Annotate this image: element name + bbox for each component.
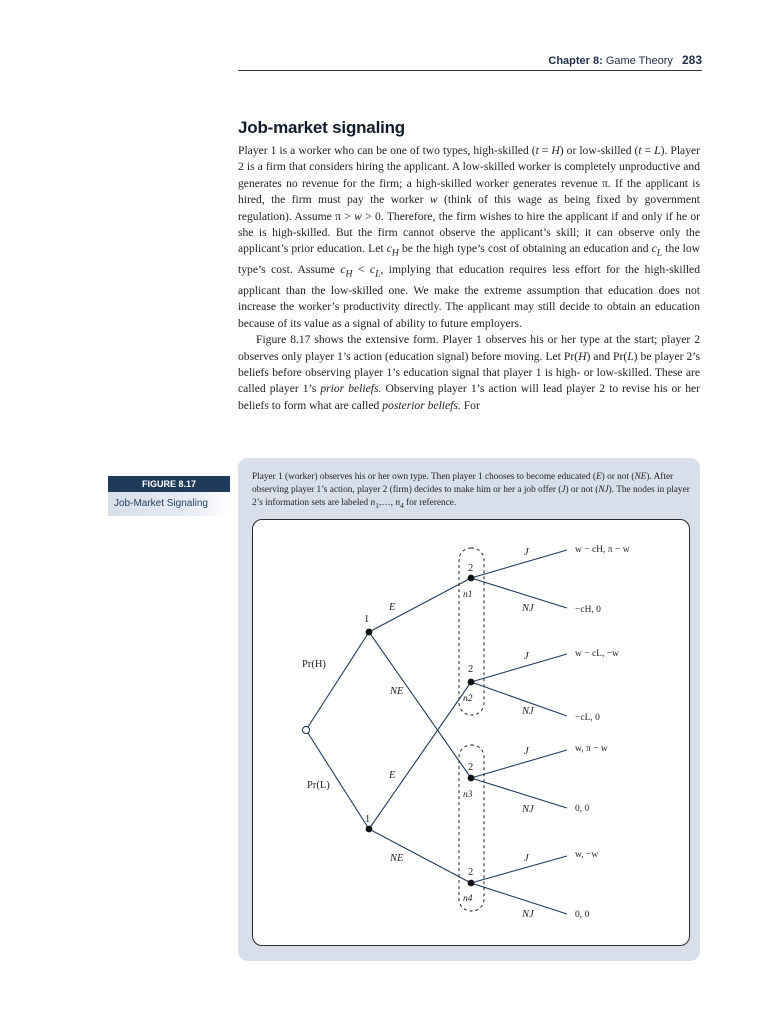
prior-high-label: Pr(H) [302, 659, 326, 670]
prior-low-label: Pr(L) [307, 780, 330, 791]
node-label-n3: n3 [463, 790, 473, 800]
action-label-n3-j: J [524, 746, 529, 757]
node-label-n4: n4 [463, 894, 473, 904]
player2-node-n1 [468, 575, 475, 582]
edge-nature-high [306, 632, 369, 730]
edge-n2-job [471, 654, 567, 682]
edge-low-no-educate [369, 829, 474, 883]
figure-name: Job-Market Signaling [108, 492, 230, 516]
player1-label-high: 1 [364, 614, 370, 625]
payoff-n2-j: w − cL, −w [575, 649, 619, 659]
player2-node-n4 [468, 880, 475, 887]
player1-node-high [366, 629, 373, 636]
figure-caption: Player 1 (worker) observes his or her own type. Then player 1 chooses to become educated (E) or not (NE). After observing player 1’s action, player 2 (firm) decides to make him or her a job offer (J) or not (NJ). The nodes in player 2’s information sets are labeled $n_1,\dots$, $n_4$ for reference. [252, 472, 690, 511]
player2-label-n2: 2 [468, 664, 474, 675]
edge-n2-no-job [471, 682, 567, 716]
player2-label-n4: 2 [468, 867, 474, 878]
page-number: 283 [681, 53, 702, 67]
figure-number: FIGURE 8.17 [108, 476, 230, 492]
payoff-n3-nj: 0, 0 [575, 804, 590, 814]
payoff-n3-j: w, π − w [575, 744, 608, 754]
payoff-n4-j: w, −w [575, 850, 599, 860]
chapter-title: Game Theory [605, 55, 673, 67]
action-label-n1-j: J [524, 547, 529, 558]
player2-label-n3: 2 [468, 762, 474, 773]
player2-node-n2 [468, 679, 475, 686]
edge-n4-no-job [471, 883, 567, 914]
action-label-n4-j: J [524, 853, 529, 864]
player1-node-low [366, 826, 373, 833]
node-label-n1: n1 [463, 590, 473, 600]
edge-n1-no-job [471, 578, 567, 608]
section-title: Job-market signaling [238, 118, 405, 137]
action-label-high-e: E [389, 602, 396, 613]
payoff-n1-j: w − cH, π − w [575, 545, 630, 555]
edge-n3-no-job [471, 778, 567, 808]
paragraph-1: Player 1 is a worker who can be one of two types, high-skilled (t = H) or low-skilled (t = L). Player 2 is a firm that considers hiring the applicant. A low-skilled worker is completely unproductive and generates no revenue for the firm; a high-skilled worker generates revenue π. If the applicant is hired, the firm must pay the worker w (think of this wage as being fixed by government regulation). Assume π > w > 0. Therefore, the firm wishes to hire the applicant if and only if he or she is high-skilled. But the firm cannot observe the applicant’s skill; it can observe only the applicant’s prior education. Let $c_H$ be the high type’s cost of obtaining an education and $c_L$ the low type’s cost. Assume $c_H < c_L$, implying that education requires less effort for the high-skilled applicant than the low-skilled one. We make the extreme assumption that education does not increase the worker’s productivity directly. The applicant may still decide to obtain an education because of its value as a signal of ability to future employers. [238, 144, 701, 330]
action-label-n1-nj: NJ [522, 603, 534, 614]
player2-label-n1: 2 [468, 563, 474, 574]
edge-high-educate [369, 578, 471, 632]
paragraph-2: Figure 8.17 shows the extensive form. Player 1 observes his or her type at the start; player 2 observes only player 1’s action (education signal) before moving. Let Pr(H) and Pr(L) be player 2’s beliefs before observing player 1’s education signal that player 1 is high- or low-skilled. These are called player 1’s prior beliefs. Observing player 1’s action will lead player 2 to revise his or her beliefs to form what are called posterior beliefs. For [238, 333, 701, 412]
edge-n1-job [471, 550, 567, 578]
action-label-n2-j: J [524, 651, 529, 662]
action-label-n2-nj: NJ [522, 706, 534, 717]
payoff-n4-nj: 0, 0 [575, 910, 590, 920]
nature-node [302, 726, 309, 733]
payoff-n1-nj: −cH, 0 [575, 605, 601, 615]
chapter-label: Chapter 8: [548, 55, 603, 67]
action-label-n4-nj: NJ [522, 909, 534, 920]
action-label-n3-nj: NJ [522, 804, 534, 815]
player2-node-n3 [468, 775, 475, 782]
action-label-high-ne: NE [390, 686, 404, 697]
action-label-low-e: E [389, 770, 396, 781]
action-label-low-ne: NE [390, 853, 404, 864]
edge-n4-job [471, 856, 567, 883]
node-label-n2: n2 [463, 694, 473, 704]
payoff-n2-nj: −cL, 0 [575, 713, 600, 723]
player1-label-low: 1 [365, 814, 371, 825]
edge-n3-job [471, 750, 567, 778]
